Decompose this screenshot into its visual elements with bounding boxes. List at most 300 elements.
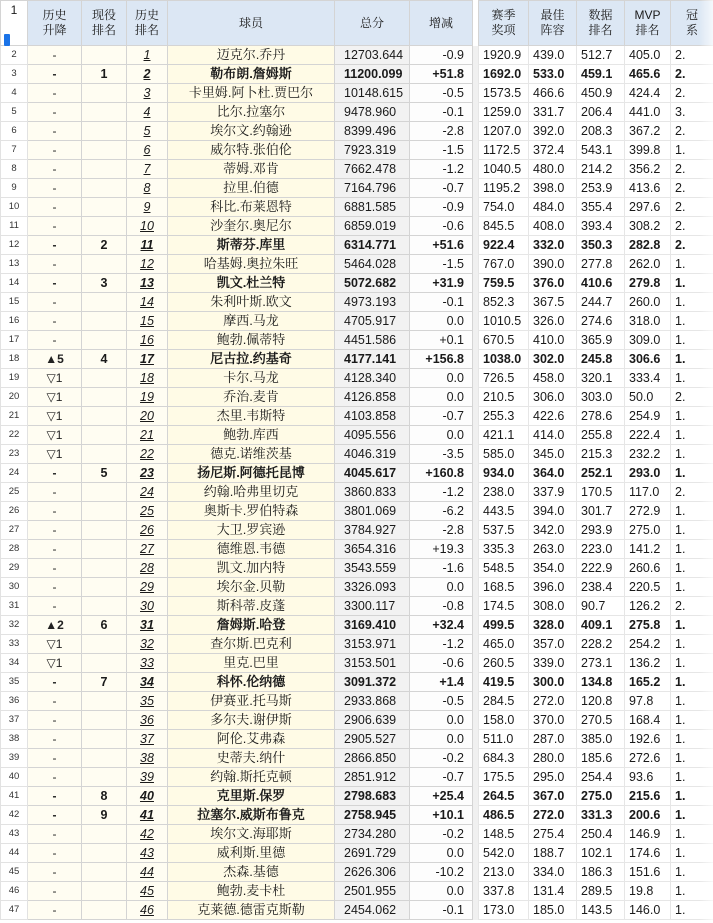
mvp-rank-cell[interactable]: 465.6 <box>625 65 671 84</box>
history-change-cell[interactable]: - <box>28 882 82 901</box>
player-name-cell[interactable]: 德维恩.韦德 <box>168 540 335 559</box>
history-change-cell[interactable]: - <box>28 787 82 806</box>
mvp-rank-cell[interactable]: 279.8 <box>625 274 671 293</box>
best-lineup-cell[interactable]: 295.0 <box>529 768 577 787</box>
champion-cell[interactable]: 1. <box>671 407 713 426</box>
data-rank-cell[interactable]: 410.6 <box>577 274 625 293</box>
total-score-cell[interactable]: 8399.496 <box>335 122 410 141</box>
increase-cell[interactable]: 0.0 <box>410 578 473 597</box>
data-rank-cell[interactable]: 543.1 <box>577 141 625 160</box>
mvp-rank-cell[interactable]: 405.0 <box>625 46 671 65</box>
data-rank-cell[interactable]: 143.5 <box>577 901 625 920</box>
current-rank-cell[interactable] <box>82 863 127 882</box>
history-rank-cell[interactable]: 46 <box>127 901 168 920</box>
mvp-rank-cell[interactable]: 97.8 <box>625 692 671 711</box>
data-rank-cell[interactable]: 134.8 <box>577 673 625 692</box>
mvp-rank-cell[interactable]: 146.0 <box>625 901 671 920</box>
player-name-cell[interactable]: 鲍勃.佩蒂特 <box>168 331 335 350</box>
data-rank-cell[interactable]: 459.1 <box>577 65 625 84</box>
player-name-cell[interactable]: 埃尔金.贝勒 <box>168 578 335 597</box>
player-name-cell[interactable]: 里克.巴里 <box>168 654 335 673</box>
total-score-cell[interactable]: 2454.062 <box>335 901 410 920</box>
total-score-cell[interactable]: 2691.729 <box>335 844 410 863</box>
regular-awards-cell[interactable]: 754.0 <box>479 198 529 217</box>
mvp-rank-cell[interactable]: 168.4 <box>625 711 671 730</box>
player-name-cell[interactable]: 哈基姆.奥拉朱旺 <box>168 255 335 274</box>
history-rank-cell[interactable]: 26 <box>127 521 168 540</box>
champion-cell[interactable]: 1. <box>671 768 713 787</box>
history-change-cell[interactable]: - <box>28 46 82 65</box>
best-lineup-cell[interactable]: 300.0 <box>529 673 577 692</box>
champion-cell[interactable]: 1. <box>671 711 713 730</box>
history-change-cell[interactable]: - <box>28 597 82 616</box>
mvp-rank-cell[interactable]: 232.2 <box>625 445 671 464</box>
champion-cell[interactable]: 2. <box>671 122 713 141</box>
mvp-rank-cell[interactable]: 260.6 <box>625 559 671 578</box>
history-rank-cell[interactable]: 35 <box>127 692 168 711</box>
mvp-rank-cell[interactable]: 254.2 <box>625 635 671 654</box>
data-rank-cell[interactable]: 238.4 <box>577 578 625 597</box>
history-rank-cell[interactable]: 19 <box>127 388 168 407</box>
history-rank-cell[interactable]: 5 <box>127 122 168 141</box>
row-number[interactable]: 5 <box>1 103 28 122</box>
best-lineup-cell[interactable]: 308.0 <box>529 597 577 616</box>
increase-cell[interactable]: -6.2 <box>410 502 473 521</box>
data-rank-cell[interactable]: 274.6 <box>577 312 625 331</box>
champion-cell[interactable]: 1. <box>671 844 713 863</box>
row-number[interactable]: 7 <box>1 141 28 160</box>
data-rank-cell[interactable]: 512.7 <box>577 46 625 65</box>
row-number[interactable]: 14 <box>1 274 28 293</box>
row-number[interactable]: 18 <box>1 350 28 369</box>
current-rank-cell[interactable] <box>82 540 127 559</box>
regular-awards-cell[interactable]: 845.5 <box>479 217 529 236</box>
increase-cell[interactable]: -0.7 <box>410 407 473 426</box>
regular-awards-cell[interactable]: 1172.5 <box>479 141 529 160</box>
total-score-cell[interactable]: 3654.316 <box>335 540 410 559</box>
current-rank-cell[interactable] <box>82 141 127 160</box>
best-lineup-cell[interactable]: 280.0 <box>529 749 577 768</box>
data-rank-cell[interactable]: 252.1 <box>577 464 625 483</box>
history-change-cell[interactable]: - <box>28 312 82 331</box>
data-rank-cell[interactable]: 223.0 <box>577 540 625 559</box>
history-rank-cell[interactable]: 23 <box>127 464 168 483</box>
data-rank-cell[interactable]: 208.3 <box>577 122 625 141</box>
history-change-cell[interactable]: - <box>28 844 82 863</box>
best-lineup-cell[interactable]: 398.0 <box>529 179 577 198</box>
regular-awards-cell[interactable]: 213.0 <box>479 863 529 882</box>
total-score-cell[interactable]: 3801.069 <box>335 502 410 521</box>
current-rank-cell[interactable]: 7 <box>82 673 127 692</box>
regular-awards-cell[interactable]: 852.3 <box>479 293 529 312</box>
current-rank-cell[interactable] <box>82 901 127 920</box>
mvp-rank-cell[interactable]: 275.8 <box>625 616 671 635</box>
current-rank-cell[interactable] <box>82 521 127 540</box>
player-name-cell[interactable]: 朱利叶斯.欧文 <box>168 293 335 312</box>
history-rank-cell[interactable]: 10 <box>127 217 168 236</box>
history-change-cell[interactable]: - <box>28 502 82 521</box>
total-score-cell[interactable]: 6314.771 <box>335 236 410 255</box>
history-change-header[interactable]: 历史 升降 <box>28 1 82 46</box>
best-lineup-cell[interactable]: 422.6 <box>529 407 577 426</box>
best-lineup-cell[interactable]: 328.0 <box>529 616 577 635</box>
increase-cell[interactable]: -2.8 <box>410 521 473 540</box>
row-number[interactable]: 38 <box>1 730 28 749</box>
data-rank-cell[interactable]: 289.5 <box>577 882 625 901</box>
current-rank-cell[interactable] <box>82 768 127 787</box>
champion-cell[interactable]: 1. <box>671 350 713 369</box>
player-name-cell[interactable]: 斯蒂芬.库里 <box>168 236 335 255</box>
total-score-cell[interactable]: 6881.585 <box>335 198 410 217</box>
regular-awards-cell[interactable]: 210.5 <box>479 388 529 407</box>
total-score-cell[interactable]: 5072.682 <box>335 274 410 293</box>
history-change-cell[interactable]: - <box>28 331 82 350</box>
current-rank-cell[interactable] <box>82 445 127 464</box>
player-name-cell[interactable]: 鲍勃.库西 <box>168 426 335 445</box>
player-name-cell[interactable]: 卡里姆.阿卜杜.贾巴尔 <box>168 84 335 103</box>
champion-cell[interactable]: 1. <box>671 312 713 331</box>
increase-cell[interactable]: +19.3 <box>410 540 473 559</box>
champion-cell[interactable]: 1. <box>671 787 713 806</box>
mvp-rank-cell[interactable]: 424.4 <box>625 84 671 103</box>
increase-cell[interactable]: +25.4 <box>410 787 473 806</box>
data-rank-cell[interactable]: 365.9 <box>577 331 625 350</box>
history-rank-cell[interactable]: 44 <box>127 863 168 882</box>
current-rank-cell[interactable]: 8 <box>82 787 127 806</box>
regular-awards-header[interactable]: 赛季 奖项 <box>479 1 529 46</box>
best-lineup-cell[interactable]: 408.0 <box>529 217 577 236</box>
player-name-cell[interactable]: 查尔斯.巴克利 <box>168 635 335 654</box>
data-rank-cell[interactable]: 222.9 <box>577 559 625 578</box>
history-rank-cell[interactable]: 30 <box>127 597 168 616</box>
champion-cell[interactable]: 2. <box>671 179 713 198</box>
current-rank-cell[interactable] <box>82 426 127 445</box>
total-score-cell[interactable]: 7923.319 <box>335 141 410 160</box>
increase-cell[interactable]: -0.5 <box>410 692 473 711</box>
data-rank-cell[interactable]: 355.4 <box>577 198 625 217</box>
data-rank-cell[interactable]: 102.1 <box>577 844 625 863</box>
history-rank-cell[interactable]: 1 <box>127 46 168 65</box>
history-change-cell[interactable]: - <box>28 255 82 274</box>
data-rank-cell[interactable]: 90.7 <box>577 597 625 616</box>
total-score-header[interactable]: 总分 <box>335 1 410 46</box>
history-change-cell[interactable]: - <box>28 65 82 84</box>
row-number[interactable]: 28 <box>1 540 28 559</box>
champion-cell[interactable]: 1. <box>671 274 713 293</box>
history-change-cell[interactable]: ▽1 <box>28 635 82 654</box>
row-number[interactable]: 13 <box>1 255 28 274</box>
player-name-cell[interactable]: 勒布朗.詹姆斯 <box>168 65 335 84</box>
history-change-cell[interactable]: - <box>28 806 82 825</box>
history-rank-cell[interactable]: 18 <box>127 369 168 388</box>
best-lineup-cell[interactable]: 414.0 <box>529 426 577 445</box>
regular-awards-cell[interactable]: 1692.0 <box>479 65 529 84</box>
regular-awards-cell[interactable]: 255.3 <box>479 407 529 426</box>
increase-cell[interactable]: -0.9 <box>410 46 473 65</box>
mvp-rank-cell[interactable]: 117.0 <box>625 483 671 502</box>
history-change-cell[interactable]: - <box>28 673 82 692</box>
row-number-header[interactable]: 1 <box>1 1 28 46</box>
row-number[interactable]: 21 <box>1 407 28 426</box>
champion-cell[interactable]: 1. <box>671 445 713 464</box>
mvp-rank-cell[interactable]: 260.0 <box>625 293 671 312</box>
total-score-cell[interactable]: 3784.927 <box>335 521 410 540</box>
best-lineup-cell[interactable]: 357.0 <box>529 635 577 654</box>
total-score-cell[interactable]: 3326.093 <box>335 578 410 597</box>
history-rank-cell[interactable]: 32 <box>127 635 168 654</box>
total-score-cell[interactable]: 2798.683 <box>335 787 410 806</box>
current-rank-cell[interactable] <box>82 103 127 122</box>
player-name-cell[interactable]: 迈克尔.乔丹 <box>168 46 335 65</box>
regular-awards-cell[interactable]: 1573.5 <box>479 84 529 103</box>
player-name-cell[interactable]: 詹姆斯.哈登 <box>168 616 335 635</box>
champion-cell[interactable]: 1. <box>671 426 713 445</box>
mvp-rank-cell[interactable]: 141.2 <box>625 540 671 559</box>
history-change-cell[interactable]: - <box>28 540 82 559</box>
row-number[interactable]: 45 <box>1 863 28 882</box>
champion-cell[interactable]: 1. <box>671 882 713 901</box>
data-rank-cell[interactable]: 393.4 <box>577 217 625 236</box>
best-lineup-cell[interactable]: 339.0 <box>529 654 577 673</box>
history-change-cell[interactable]: - <box>28 825 82 844</box>
champion-cell[interactable]: 1. <box>671 863 713 882</box>
history-rank-cell[interactable]: 20 <box>127 407 168 426</box>
history-change-cell[interactable]: - <box>28 692 82 711</box>
increase-cell[interactable]: 0.0 <box>410 844 473 863</box>
regular-awards-cell[interactable]: 542.0 <box>479 844 529 863</box>
total-score-cell[interactable]: 12703.644 <box>335 46 410 65</box>
total-score-cell[interactable]: 2906.639 <box>335 711 410 730</box>
total-score-cell[interactable]: 4973.193 <box>335 293 410 312</box>
increase-cell[interactable]: -0.6 <box>410 217 473 236</box>
champion-cell[interactable]: 1. <box>671 616 713 635</box>
mvp-rank-cell[interactable]: 126.2 <box>625 597 671 616</box>
current-rank-cell[interactable] <box>82 312 127 331</box>
current-rank-cell[interactable] <box>82 654 127 673</box>
history-change-cell[interactable]: ▽1 <box>28 388 82 407</box>
champion-cell[interactable]: 1. <box>671 502 713 521</box>
regular-awards-cell[interactable]: 726.5 <box>479 369 529 388</box>
history-rank-cell[interactable]: 28 <box>127 559 168 578</box>
regular-awards-cell[interactable]: 174.5 <box>479 597 529 616</box>
champion-cell[interactable]: 1. <box>671 692 713 711</box>
total-score-cell[interactable]: 3860.833 <box>335 483 410 502</box>
best-lineup-cell[interactable]: 376.0 <box>529 274 577 293</box>
total-score-cell[interactable]: 4128.340 <box>335 369 410 388</box>
history-rank-cell[interactable]: 34 <box>127 673 168 692</box>
data-rank-cell[interactable]: 350.3 <box>577 236 625 255</box>
regular-awards-cell[interactable]: 443.5 <box>479 502 529 521</box>
regular-awards-cell[interactable]: 158.0 <box>479 711 529 730</box>
champion-cell[interactable]: 3. <box>671 103 713 122</box>
best-lineup-cell[interactable]: 354.0 <box>529 559 577 578</box>
history-rank-cell[interactable]: 29 <box>127 578 168 597</box>
total-score-cell[interactable]: 2501.955 <box>335 882 410 901</box>
regular-awards-cell[interactable]: 934.0 <box>479 464 529 483</box>
row-number[interactable]: 11 <box>1 217 28 236</box>
data-rank-cell[interactable]: 301.7 <box>577 502 625 521</box>
history-change-cell[interactable]: - <box>28 521 82 540</box>
row-number[interactable]: 42 <box>1 806 28 825</box>
history-rank-cell[interactable]: 38 <box>127 749 168 768</box>
total-score-cell[interactable]: 10148.615 <box>335 84 410 103</box>
regular-awards-cell[interactable]: 335.3 <box>479 540 529 559</box>
history-change-cell[interactable]: - <box>28 141 82 160</box>
increase-cell[interactable]: -1.2 <box>410 483 473 502</box>
mvp-rank-cell[interactable]: 399.8 <box>625 141 671 160</box>
data-rank-cell[interactable]: 275.0 <box>577 787 625 806</box>
mvp-rank-cell[interactable]: 309.0 <box>625 331 671 350</box>
data-rank-cell[interactable]: 385.0 <box>577 730 625 749</box>
total-score-cell[interactable]: 2933.868 <box>335 692 410 711</box>
best-lineup-cell[interactable]: 185.0 <box>529 901 577 920</box>
player-name-cell[interactable]: 埃尔文.约翰逊 <box>168 122 335 141</box>
row-number[interactable]: 43 <box>1 825 28 844</box>
total-score-cell[interactable]: 3300.117 <box>335 597 410 616</box>
row-number[interactable]: 29 <box>1 559 28 578</box>
history-rank-cell[interactable]: 4 <box>127 103 168 122</box>
champion-cell[interactable]: 2. <box>671 46 713 65</box>
current-rank-cell[interactable] <box>82 711 127 730</box>
history-change-cell[interactable]: - <box>28 179 82 198</box>
row-number[interactable]: 10 <box>1 198 28 217</box>
champion-cell[interactable]: 1. <box>671 141 713 160</box>
row-number[interactable]: 6 <box>1 122 28 141</box>
best-lineup-cell[interactable]: 272.0 <box>529 692 577 711</box>
history-change-cell[interactable]: ▽1 <box>28 654 82 673</box>
player-name-cell[interactable]: 沙奎尔.奥尼尔 <box>168 217 335 236</box>
history-change-cell[interactable]: - <box>28 236 82 255</box>
player-name-cell[interactable]: 阿伦.艾弗森 <box>168 730 335 749</box>
current-rank-cell[interactable]: 2 <box>82 236 127 255</box>
history-rank-header[interactable]: 历史 排名 <box>127 1 168 46</box>
player-name-cell[interactable]: 埃尔文.海耶斯 <box>168 825 335 844</box>
increase-cell[interactable]: +51.6 <box>410 236 473 255</box>
player-name-cell[interactable]: 凯文.加内特 <box>168 559 335 578</box>
player-name-cell[interactable]: 科比.布莱恩特 <box>168 198 335 217</box>
player-name-cell[interactable]: 扬尼斯.阿德托昆博 <box>168 464 335 483</box>
best-lineup-cell[interactable]: 392.0 <box>529 122 577 141</box>
history-rank-cell[interactable]: 7 <box>127 160 168 179</box>
increase-cell[interactable]: -0.9 <box>410 198 473 217</box>
total-score-cell[interactable]: 3543.559 <box>335 559 410 578</box>
regular-awards-cell[interactable]: 499.5 <box>479 616 529 635</box>
mvp-rank-cell[interactable]: 306.6 <box>625 350 671 369</box>
row-number[interactable]: 20 <box>1 388 28 407</box>
total-score-cell[interactable]: 4103.858 <box>335 407 410 426</box>
row-number[interactable]: 27 <box>1 521 28 540</box>
increase-cell[interactable]: -1.2 <box>410 160 473 179</box>
current-rank-cell[interactable] <box>82 331 127 350</box>
mvp-rank-cell[interactable]: 215.6 <box>625 787 671 806</box>
player-name-cell[interactable]: 凯文.杜兰特 <box>168 274 335 293</box>
best-lineup-cell[interactable]: 345.0 <box>529 445 577 464</box>
mvp-rank-cell[interactable]: 165.2 <box>625 673 671 692</box>
total-score-cell[interactable]: 9478.960 <box>335 103 410 122</box>
data-rank-cell[interactable]: 244.7 <box>577 293 625 312</box>
row-number[interactable]: 40 <box>1 768 28 787</box>
current-rank-cell[interactable] <box>82 369 127 388</box>
current-rank-cell[interactable]: 6 <box>82 616 127 635</box>
regular-awards-cell[interactable]: 148.5 <box>479 825 529 844</box>
best-lineup-header[interactable]: 最佳 阵容 <box>529 1 577 46</box>
increase-cell[interactable]: -0.7 <box>410 179 473 198</box>
regular-awards-cell[interactable]: 1259.0 <box>479 103 529 122</box>
champion-cell[interactable]: 1. <box>671 749 713 768</box>
best-lineup-cell[interactable]: 332.0 <box>529 236 577 255</box>
row-number[interactable]: 2 <box>1 46 28 65</box>
row-number[interactable]: 23 <box>1 445 28 464</box>
history-change-cell[interactable]: - <box>28 293 82 312</box>
player-name-cell[interactable]: 克莱德.德雷克斯勒 <box>168 901 335 920</box>
total-score-cell[interactable]: 6859.019 <box>335 217 410 236</box>
regular-awards-cell[interactable]: 759.5 <box>479 274 529 293</box>
champion-cell[interactable]: 1. <box>671 825 713 844</box>
increase-cell[interactable]: +32.4 <box>410 616 473 635</box>
player-name-cell[interactable]: 杰森.基德 <box>168 863 335 882</box>
data-rank-cell[interactable]: 409.1 <box>577 616 625 635</box>
mvp-rank-cell[interactable]: 174.6 <box>625 844 671 863</box>
data-rank-cell[interactable]: 277.8 <box>577 255 625 274</box>
player-name-cell[interactable]: 伊赛亚.托马斯 <box>168 692 335 711</box>
increase-cell[interactable]: 0.0 <box>410 312 473 331</box>
increase-cell[interactable]: +0.1 <box>410 331 473 350</box>
row-number[interactable]: 31 <box>1 597 28 616</box>
champion-cell[interactable]: 2. <box>671 483 713 502</box>
history-change-cell[interactable]: - <box>28 730 82 749</box>
increase-cell[interactable]: +160.8 <box>410 464 473 483</box>
current-rank-cell[interactable] <box>82 160 127 179</box>
row-number[interactable]: 26 <box>1 502 28 521</box>
increase-cell[interactable]: -0.2 <box>410 749 473 768</box>
data-rank-cell[interactable]: 250.4 <box>577 825 625 844</box>
regular-awards-cell[interactable]: 511.0 <box>479 730 529 749</box>
increase-cell[interactable]: -2.8 <box>410 122 473 141</box>
history-rank-cell[interactable]: 2 <box>127 65 168 84</box>
current-rank-cell[interactable] <box>82 844 127 863</box>
best-lineup-cell[interactable]: 484.0 <box>529 198 577 217</box>
regular-awards-cell[interactable]: 486.5 <box>479 806 529 825</box>
player-name-cell[interactable]: 尼古拉.约基奇 <box>168 350 335 369</box>
row-number[interactable]: 36 <box>1 692 28 711</box>
player-name-cell[interactable]: 比尔.拉塞尔 <box>168 103 335 122</box>
history-rank-cell[interactable]: 45 <box>127 882 168 901</box>
increase-cell[interactable]: -0.1 <box>410 103 473 122</box>
champion-cell[interactable]: 1. <box>671 369 713 388</box>
champion-cell[interactable]: 1. <box>671 806 713 825</box>
best-lineup-cell[interactable]: 326.0 <box>529 312 577 331</box>
regular-awards-cell[interactable]: 175.5 <box>479 768 529 787</box>
player-name-cell[interactable]: 科怀.伦纳德 <box>168 673 335 692</box>
mvp-rank-cell[interactable]: 272.9 <box>625 502 671 521</box>
best-lineup-cell[interactable]: 367.0 <box>529 787 577 806</box>
regular-awards-cell[interactable]: 670.5 <box>479 331 529 350</box>
best-lineup-cell[interactable]: 334.0 <box>529 863 577 882</box>
total-score-cell[interactable]: 4451.586 <box>335 331 410 350</box>
champion-cell[interactable]: 1. <box>671 654 713 673</box>
best-lineup-cell[interactable]: 394.0 <box>529 502 577 521</box>
history-change-cell[interactable]: - <box>28 274 82 293</box>
history-change-cell[interactable]: ▲5 <box>28 350 82 369</box>
champion-cell[interactable]: 2. <box>671 597 713 616</box>
regular-awards-cell[interactable]: 419.5 <box>479 673 529 692</box>
best-lineup-cell[interactable]: 302.0 <box>529 350 577 369</box>
regular-awards-cell[interactable]: 537.5 <box>479 521 529 540</box>
mvp-rank-cell[interactable]: 151.6 <box>625 863 671 882</box>
increase-cell[interactable]: +10.1 <box>410 806 473 825</box>
current-rank-cell[interactable] <box>82 692 127 711</box>
history-change-cell[interactable]: - <box>28 122 82 141</box>
